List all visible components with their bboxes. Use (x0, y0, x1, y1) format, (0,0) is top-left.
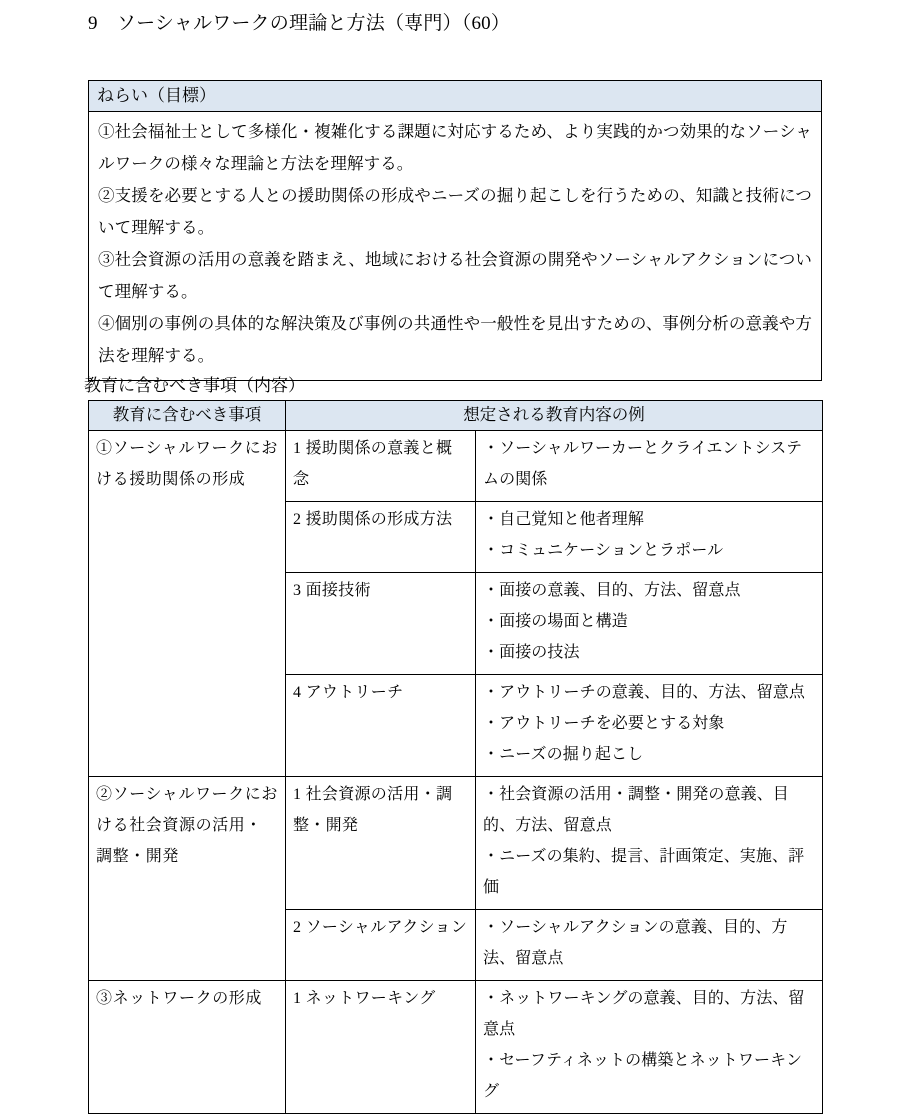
table-caption: 教育に含むべき事項（内容） (84, 376, 305, 395)
aim-item: ①社会福祉士として多様化・複雑化する課題に対応するため、より実践的かつ効果的なソーシャルワークの様々な理論と方法を理解する。 (98, 122, 812, 173)
aim-box-header: ねらい（目標） (89, 81, 821, 112)
cell-topic: 1 ネットワーキング (286, 981, 476, 1114)
aim-item: ②支援を必要とする人との援助関係の形成やニーズの掘り起こしを行うための、知識と技術について理解する。 (98, 186, 812, 237)
aim-box (88, 80, 822, 381)
column-header-example-contents: 想定される教育内容の例 (286, 401, 823, 431)
cell-topic: 4 アウトリーチ (286, 675, 476, 777)
cell-example-content: ・ネットワーキングの意義、目的、方法、留意点 ・セーフティネットの構築とネットワーキング (476, 981, 823, 1114)
table-header-row (89, 401, 823, 431)
education-content-table (88, 400, 823, 1114)
table-row (89, 981, 823, 1114)
aim-item: ③社会資源の活用の意義を踏まえ、地域における社会資源の開発やソーシャルアクションについて理解する。 (98, 250, 812, 301)
cell-education-item: ①ソーシャルワークにおける援助関係の形成 (89, 431, 286, 777)
column-header-education-items: 教育に含むべき事項 (89, 401, 286, 431)
cell-topic: 1 社会資源の活用・調整・開発 (286, 777, 476, 910)
cell-example-content: ・面接の意義、目的、方法、留意点 ・面接の場面と構造 ・面接の技法 (476, 573, 823, 675)
cell-education-item: ②ソーシャルワークにおける社会資源の活用・調整・開発 (89, 777, 286, 981)
cell-example-content: ・社会資源の活用・調整・開発の意義、目的、方法、留意点 ・ニーズの集約、提言、計画策定、実施、評価 (476, 777, 823, 910)
aim-box-body (89, 112, 821, 380)
page-title: 9 ソーシャルワークの理論と方法（専門）（60） (88, 13, 511, 34)
cell-topic: 1 援助関係の意義と概念 (286, 431, 476, 502)
table-row (89, 431, 823, 502)
cell-education-item: ③ネットワークの形成 (89, 981, 286, 1114)
cell-topic: 2 援助関係の形成方法 (286, 502, 476, 573)
cell-example-content: ・アウトリーチの意義、目的、方法、留意点 ・アウトリーチを必要とする対象 ・ニーズの掘り起こし (476, 675, 823, 777)
cell-topic: 2 ソーシャルアクション (286, 910, 476, 981)
cell-example-content: ・ソーシャルワーカーとクライエントシステムの関係 (476, 431, 823, 502)
cell-topic: 3 面接技術 (286, 573, 476, 675)
table-row (89, 777, 823, 910)
aim-item: ④個別の事例の具体的な解決策及び事例の共通性や一般性を見出すための、事例分析の意義や方法を理解する。 (98, 314, 812, 365)
cell-example-content: ・自己覚知と他者理解 ・コミュニケーションとラポール (476, 502, 823, 573)
cell-example-content: ・ソーシャルアクションの意義、目的、方法、留意点 (476, 910, 823, 981)
table-body (89, 431, 823, 1114)
